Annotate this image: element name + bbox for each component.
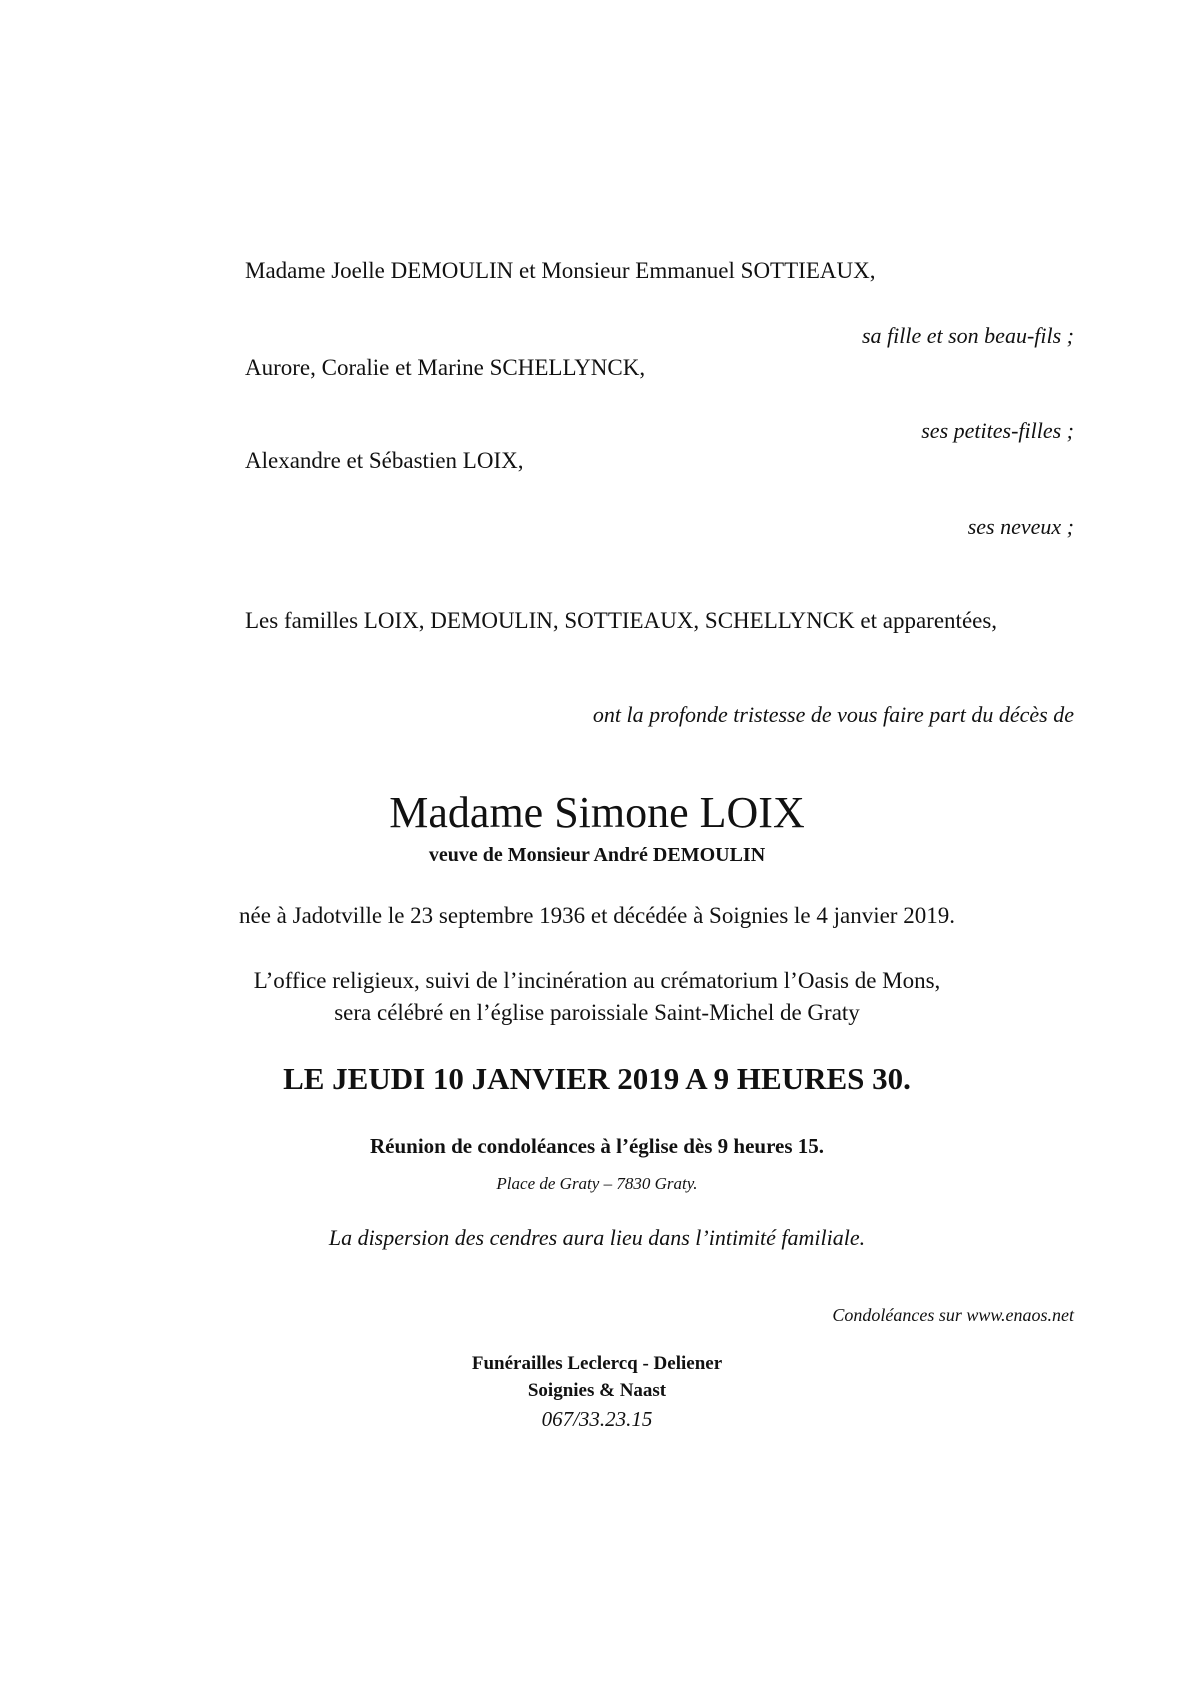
- family-relation-1: sa fille et son beau-fils ;: [861, 323, 1074, 348]
- family-names-3: Alexandre et Sébastien LOIX,: [245, 448, 524, 473]
- funeral-home-phone: 067/33.23.15: [541, 1407, 653, 1431]
- condolences-address: Place de Graty – 7830 Graty.: [496, 1174, 698, 1193]
- family-relation-3: ses neveux ;: [967, 514, 1074, 539]
- ceremony-date: LE JEUDI 10 JANVIER 2019 A 9 HEURES 30.: [283, 1061, 911, 1096]
- condolences-meeting: Réunion de condoléances à l’église dès 9 heures 15.: [369, 1134, 825, 1158]
- online-condolences: Condoléances sur www.enaos.net: [832, 1305, 1074, 1325]
- family-relation-2: ses petites-filles ;: [921, 418, 1074, 443]
- funeral-home-name: Funérailles Leclercq - Deliener: [471, 1353, 723, 1374]
- funeral-home-location: Soignies & Naast: [527, 1380, 667, 1401]
- birth-death-line: née à Jadotville le 23 septembre 1936 et décédée à Soignies le 4 janvier 2019.: [239, 903, 955, 928]
- ceremony-line-1: L’office religieux, suivi de l’incinération au crématorium l’Oasis de Mons,: [253, 968, 941, 993]
- deceased-spouse: veuve de Monsieur André DEMOULIN: [428, 844, 766, 866]
- deceased-name: Madame Simone LOIX: [389, 788, 805, 837]
- announcement-text: ont la profonde tristesse de vous faire part du décès de: [592, 702, 1074, 727]
- family-names-1: Madame Joelle DEMOULIN et Monsieur Emmanuel SOTTIEAUX,: [245, 258, 876, 283]
- family-names-2: Aurore, Coralie et Marine SCHELLYNCK,: [245, 355, 646, 380]
- ceremony-line-2: sera célébré en l’église paroissiale Saint-Michel de Graty: [334, 1000, 860, 1025]
- families-line: Les familles LOIX, DEMOULIN, SOTTIEAUX, SCHELLYNCK et apparentées,: [245, 608, 998, 633]
- ashes-note: La dispersion des cendres aura lieu dans l’intimité familiale.: [328, 1225, 866, 1250]
